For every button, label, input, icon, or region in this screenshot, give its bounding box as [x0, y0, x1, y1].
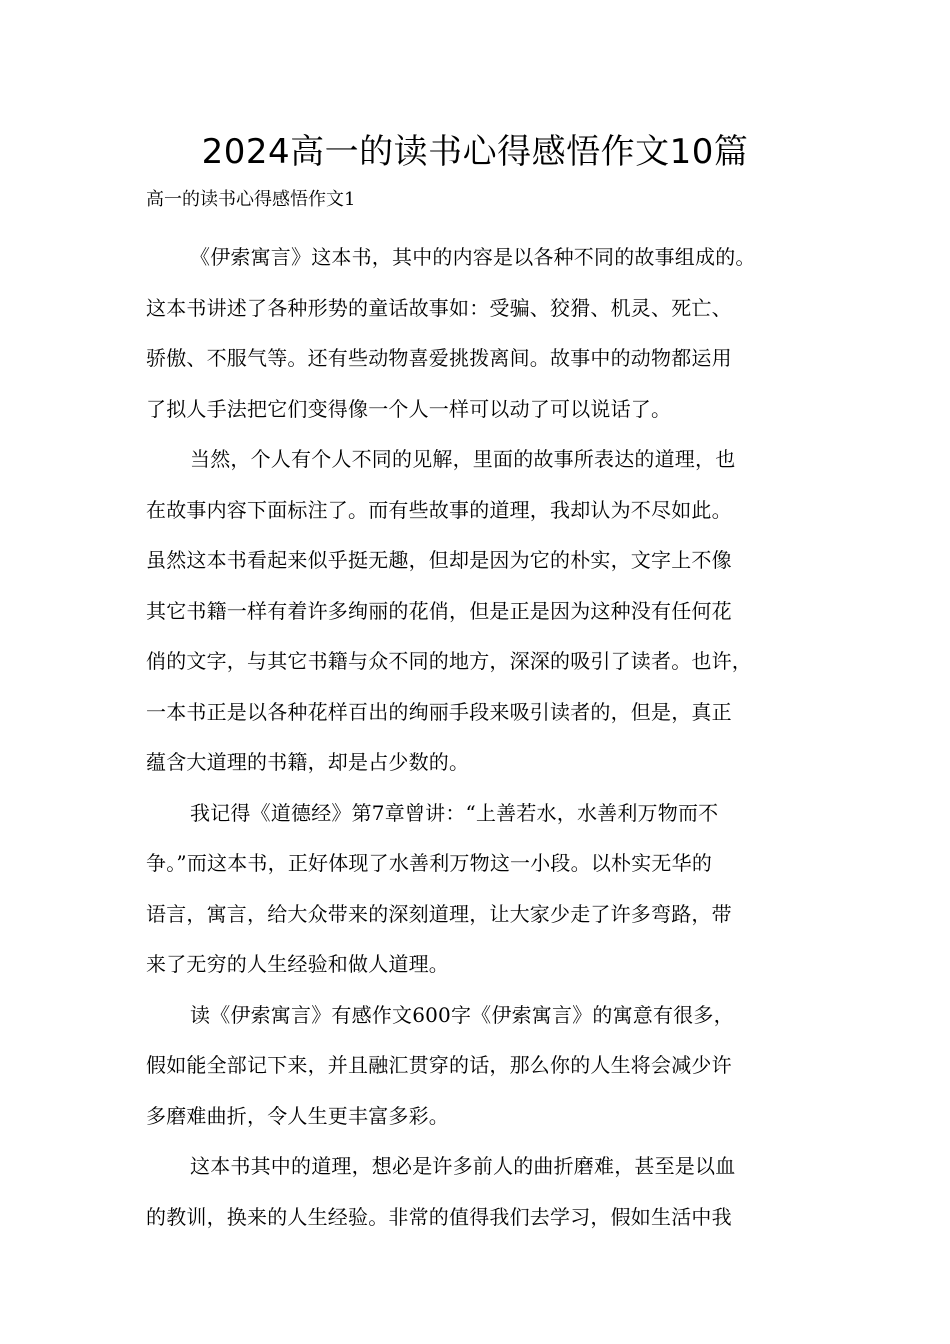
- document-title: 2024高一的读书心得感悟作文10篇: [201, 132, 749, 172]
- article-body: [146, 232, 826, 1242]
- text-line: 在故事内容下面标注了。而有些故事的道理，我却认为不尽如此。: [146, 497, 732, 522]
- text-line: 蕴含大道理的书籍，却是占少数的。: [146, 750, 470, 774]
- text-line: 骄傲、不服气等。还有些动物喜爱挑拨离间。故事中的动物都运用: [146, 346, 732, 370]
- text-line: 争。”而这本书，正好体现了水善利万物这一小段。以朴实无华的: [146, 851, 713, 875]
- text-line: 的教训，换来的人生经验。非常的值得我们去学习，假如生活中我: [146, 1204, 732, 1229]
- text-line: 我记得《道德经》第7章曾讲：“上善若水，水善利万物而不: [190, 800, 719, 825]
- text-line: 多磨难曲折，令人生更丰富多彩。: [146, 1103, 449, 1128]
- text-line: 了拟人手法把它们变得像一个人一样可以动了可以说话了。: [146, 396, 672, 421]
- text-line: 虽然这本书看起来似乎挺无趣，但却是因为它的朴实，文字上不像: [146, 548, 732, 572]
- text-line: 当然，个人有个人不同的见解，里面的故事所表达的道理，也: [190, 447, 736, 471]
- text-line: 这本书讲述了各种形势的童话故事如：受骗、狡猾、机灵、死亡、: [146, 295, 732, 320]
- text-line: 《伊索寓言》这本书，其中的内容是以各种不同的故事组成的。: [190, 245, 756, 269]
- section-heading: 高一的读书心得感悟作文1: [146, 189, 356, 210]
- text-line: 来了无穷的人生经验和做人道理。: [146, 952, 449, 976]
- text-line: 语言，寓言，给大众带来的深刻道理，让大家少走了许多弯路，带: [146, 901, 732, 926]
- text-line: 这本书其中的道理，想必是许多前人的曲折磨难，甚至是以血: [190, 1154, 736, 1178]
- text-line: 读《伊索寓言》有感作文600字《伊索寓言》的寓意有很多，: [190, 1002, 734, 1027]
- text-line: 其它书籍一样有着许多绚丽的花俏，但是正是因为这种没有任何花: [146, 598, 732, 623]
- text-line: 一本书正是以各种花样百出的绚丽手段来吸引读者的，但是，真正: [146, 699, 732, 724]
- text-line: 假如能全部记下来，并且融汇贯穿的话，那么你的人生将会减少许: [146, 1053, 732, 1077]
- text-line: 俏的文字，与其它书籍与众不同的地方，深深的吸引了读者。也许，: [146, 649, 752, 673]
